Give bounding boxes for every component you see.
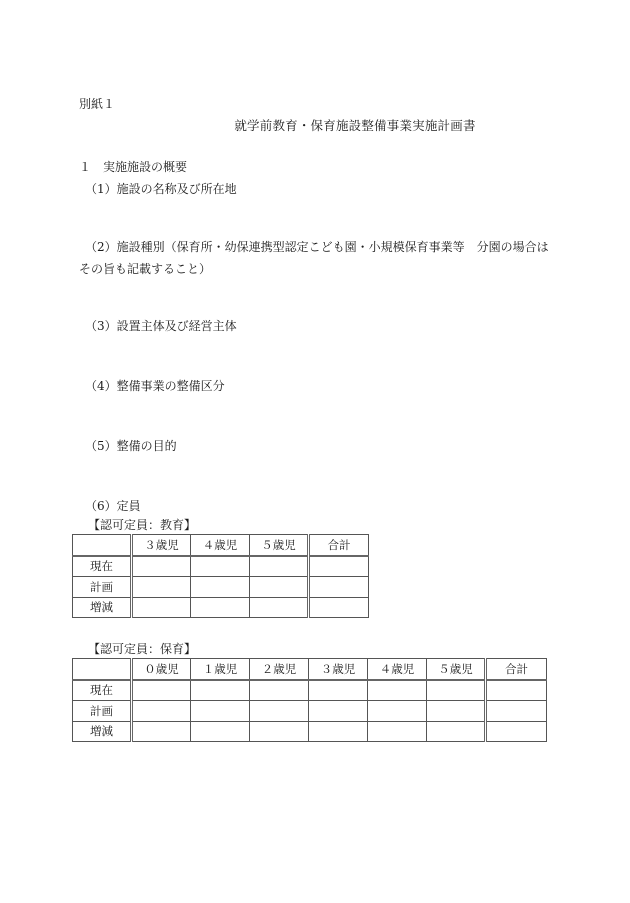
table-cell[interactable] (250, 721, 309, 742)
table-row (73, 556, 369, 577)
table-cell[interactable] (191, 556, 250, 577)
column-header: ３歳児 (132, 535, 191, 556)
childcare-capacity-table (72, 658, 547, 742)
table-cell[interactable] (309, 597, 369, 618)
table-cell[interactable] (250, 701, 309, 722)
table-cell[interactable] (309, 680, 368, 701)
table-cell[interactable] (368, 680, 427, 701)
header-corner (73, 535, 132, 556)
item-text: 設置主体及び経営主体 (116, 319, 237, 333)
column-header: １歳児 (191, 659, 250, 680)
row-header: 計画 (73, 701, 132, 722)
table-header-row (73, 535, 369, 556)
item-5 (85, 437, 177, 454)
item-2 (79, 236, 559, 280)
item-number: （3） (85, 319, 117, 333)
column-header: ０歳児 (132, 659, 191, 680)
table-cell[interactable] (309, 577, 369, 598)
table-row (73, 577, 369, 598)
table-row (73, 680, 547, 701)
table-cell[interactable] (191, 701, 250, 722)
table-cell[interactable] (250, 597, 309, 618)
item-number: （6） (85, 499, 117, 513)
item-1 (85, 180, 237, 197)
table-cell[interactable] (309, 701, 368, 722)
item-4 (85, 377, 225, 394)
row-header: 計画 (73, 577, 132, 598)
column-header: ４歳児 (368, 659, 427, 680)
column-header: ５歳児 (427, 659, 486, 680)
item-3 (85, 317, 237, 334)
item-number: （5） (85, 439, 117, 453)
column-header: ４歳児 (191, 535, 250, 556)
table-cell[interactable] (191, 597, 250, 618)
row-header: 現在 (73, 556, 132, 577)
item-6 (85, 497, 141, 514)
item-text: 定員 (116, 499, 141, 513)
attachment-label: 別紙１ (79, 97, 116, 111)
table-cell[interactable] (191, 721, 250, 742)
item-text: 施設種別（保育所・幼保連携型認定こども園・小規模保育事業等 分園の場合はその旨も記載すること） (79, 240, 549, 276)
item-text: 整備事業の整備区分 (116, 379, 225, 393)
education-capacity-table (72, 534, 369, 618)
table-cell[interactable] (132, 577, 191, 598)
table-cell[interactable] (191, 577, 250, 598)
table-cell[interactable] (486, 721, 547, 742)
table-cell[interactable] (191, 680, 250, 701)
table-cell[interactable] (427, 721, 486, 742)
row-header: 増減 (73, 597, 132, 618)
table-cell[interactable] (486, 701, 547, 722)
table-cell[interactable] (368, 701, 427, 722)
table-cell[interactable] (427, 680, 486, 701)
item-number: （2） (85, 240, 117, 254)
table-cell[interactable] (427, 701, 486, 722)
table-cell[interactable] (250, 556, 309, 577)
table-row (73, 597, 369, 618)
column-header: ２歳児 (250, 659, 309, 680)
item-number: （1） (85, 182, 117, 196)
table-cell[interactable] (132, 556, 191, 577)
table-cell[interactable] (309, 721, 368, 742)
table-cell[interactable] (250, 577, 309, 598)
table-cell[interactable] (486, 680, 547, 701)
item-number: （4） (85, 379, 117, 393)
document-title: 就学前教育・保育施設整備事業実施計画書 (234, 118, 476, 133)
table-cell[interactable] (250, 680, 309, 701)
item-text: 施設の名称及び所在地 (116, 182, 237, 196)
table-header-row (73, 659, 547, 680)
childcare-capacity-caption: 【認可定員：保育】 (88, 642, 197, 656)
column-header: ３歳児 (309, 659, 368, 680)
header-corner (73, 659, 132, 680)
table-cell[interactable] (132, 701, 191, 722)
table-row (73, 701, 547, 722)
item-text: 整備の目的 (116, 439, 177, 453)
table-cell[interactable] (132, 721, 191, 742)
column-header: 合計 (309, 535, 369, 556)
column-header: ５歳児 (250, 535, 309, 556)
education-capacity-caption: 【認可定員：教育】 (88, 518, 197, 532)
section-heading-1: １ 実施施設の概要 (79, 160, 188, 174)
table-cell[interactable] (309, 556, 369, 577)
document-title-wrapper (0, 116, 630, 134)
row-header: 現在 (73, 680, 132, 701)
column-header: 合計 (486, 659, 547, 680)
table-cell[interactable] (368, 721, 427, 742)
row-header: 増減 (73, 721, 132, 742)
table-cell[interactable] (132, 597, 191, 618)
table-row (73, 721, 547, 742)
table-cell[interactable] (132, 680, 191, 701)
